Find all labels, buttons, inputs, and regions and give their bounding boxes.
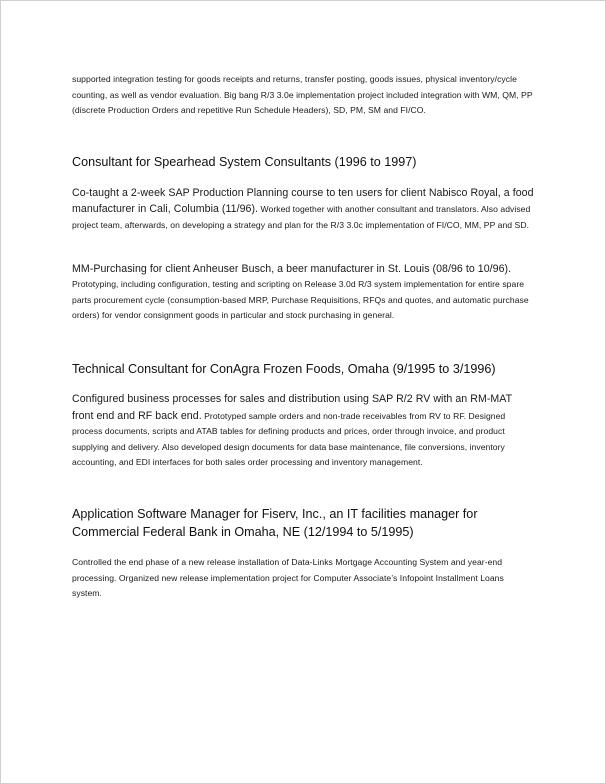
section-heading-spearhead: Consultant for Spearhead System Consultants (1996 to 1997) [72, 154, 417, 169]
document-content [72, 72, 534, 602]
entry-body-text: Worked together with another consultant and translators. Also advised project team, afterwards, on developing a strategy and plan for the R/3 3.0c implementation of FI/CO, MM, PP and SD. [72, 204, 531, 230]
entry-fiserv [72, 554, 534, 602]
entry-nabisco [72, 185, 534, 234]
entry-body-text: Prototyped sample orders and non-trade receivables from RV to RF. Designed process documents, scripts and ATAB tables for defining products and prices, order through invoice, and product supplying and delivery. Also developed design documents for data base maintenance, file conversions, inventory accounting, and EDI interfaces for both sales order processing and inventory management. [72, 410, 506, 468]
section-heading-conagra: Technical Consultant for ConAgra Frozen Foods, Omaha (9/1995 to 3/1996) [72, 361, 496, 376]
entry-body-text: Controlled the end phase of a new release installation of Data-Links Mortgage Accounting System and year-end processing. Organized new release implementation project for Computer Associate’s Infopoint Installment Loans system. [72, 556, 504, 599]
entry-lead-text: Configured business processes for sales and distribution using SAP R/2 RV with an RM-MAT front end and RF back end. [72, 392, 512, 422]
intro-paragraph: supported integration testing for goods receipts and returns, transfer posting, goods issues, physical inventory/cycle counting, as well as vendor evaluation. Big bang R/3 3.0e implementation project included integration with WM, QM, PP (discrete Production Orders and repetitive Run Schedule Headers), SD, PM, SM and FI/CO. [72, 74, 533, 116]
entry-body-text: Prototyping, including configuration, testing and scripting on Release 3.0d R/3 system implementation for entire spare parts procurement cycle (consumption-based MRP, Purchase Requisitions, RFQs and quotes, and automatic purchase orders) for vendor consignment goods in particular and stock purchasing in general. [72, 279, 529, 321]
entry-lead-text: MM-Purchasing for client Anheuser Busch, a beer manufacturer in St. Louis (08/96 to 10/96). [72, 262, 512, 275]
entry-conagra [72, 391, 534, 471]
entry-anheuser-busch [72, 261, 534, 324]
entry-lead-text: Co-taught a 2-week SAP Production Planning course to ten users for client Nabisco Royal, a food manufacturer in Cali, Columbia (11/96). [72, 186, 534, 216]
section-heading-fiserv: Application Software Manager for Fiserv, Inc., an IT facilities manager for Commercial Federal Bank in Omaha, NE (12/1994 to 5/1995) [72, 506, 478, 539]
